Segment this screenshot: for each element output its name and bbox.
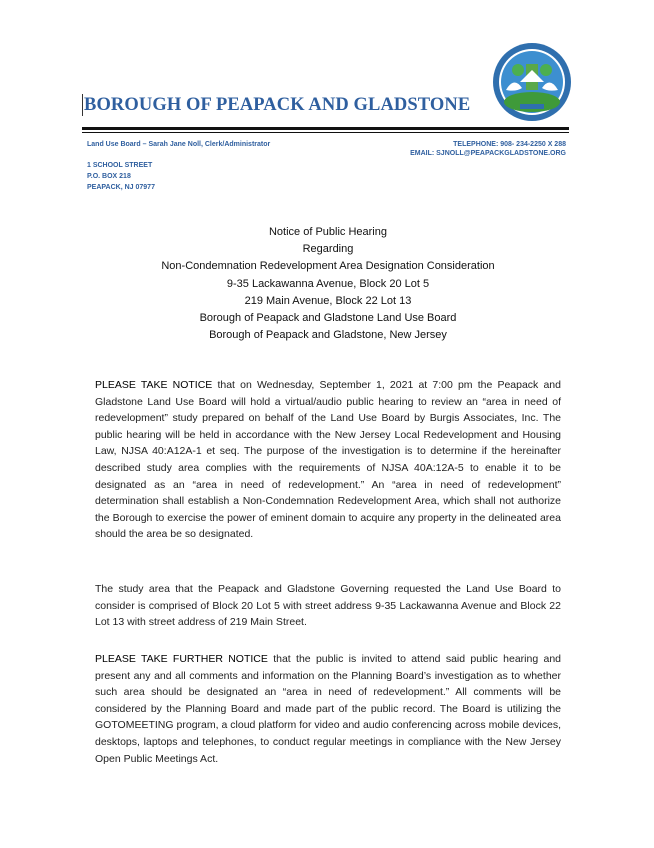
email-link[interactable]: EMAIL: SJNOLL@PEAPACKGLADSTONE.ORG (410, 150, 566, 157)
header-rule-thin (82, 132, 569, 133)
paragraph-study-area (95, 581, 561, 631)
paragraph-lead: PLEASE TAKE NOTICE (95, 379, 213, 391)
heading-line: 9-35 Lackawanna Avenue, Block 20 Lot 5 (226, 277, 430, 290)
borough-seal-icon (492, 42, 572, 122)
land-use-board-contact: Land Use Board – Sarah Jane Noll, Clerk/Administrator (87, 141, 271, 148)
header-rule-thick (82, 127, 569, 130)
contact-info (410, 140, 566, 158)
heading-line: Notice of Public Hearing (268, 226, 387, 238)
borough-title: BOROUGH OF PEAPACK AND GLADSTONE (84, 95, 471, 115)
mailing-address (87, 160, 155, 193)
heading-line: Regarding (302, 243, 354, 256)
notice-heading (95, 224, 561, 344)
paragraph-further-notice (95, 651, 561, 767)
address-street: 1 SCHOOL STREET (87, 162, 153, 169)
address-po-box: P.O. BOX 218 (87, 173, 131, 180)
paragraph-text: that the public is invited to attend said public hearing and present any and all comments and information on the Planning Board’s investigation as to whether such area should be designated an “area in need of redevelopment.” All comments will be considered by the Planning Board and made part of the public record. The Board is utilizing the GOTOMEETING program, a cloud platform for video and audio conferencing across mobile devices, desktops, laptops and telephones, to conduct regular meetings in compliance with the New Jersey Open Public Meetings Act. (95, 653, 561, 765)
heading-line: Borough of Peapack and Gladstone Land Use Board (199, 312, 457, 325)
heading-line: Non-Condemnation Redevelopment Area Designation Consideration (161, 260, 495, 273)
address-city: PEAPACK, NJ 07977 (87, 184, 155, 191)
telephone: TELEPHONE: 908- 234-2250 X 288 (453, 141, 566, 148)
paragraph-notice (95, 377, 561, 543)
paragraph-lead: PLEASE TAKE FURTHER NOTICE (95, 653, 268, 665)
heading-line: 219 Main Avenue, Block 22 Lot 13 (244, 294, 412, 307)
heading-line: Borough of Peapack and Gladstone, New Jersey (209, 329, 447, 342)
paragraph-text: that on Wednesday, September 1, 2021 at 7:00 pm the Peapack and Gladstone Land Use Board will hold a virtual/audio public hearing to review an “area in need of redevelopment” study prepared on behalf of the Land Use Board by Burgis Associates, Inc. The public hearing will be held in accordance with the New Jersey Local Redevelopment and Housing Law, NJSA 40:A12A-1 et seq. The purpose of the investigation is to determine if the hereinafter described study area complies with the requirements of NJSA 40A:12A-5 to enable it to be designated as an “area in need of redevelopment.” An “area in need of redevelopment” determination shall establish a Non-Condemnation Redevelopment Area, which shall not authorize the Borough to exercise the power of eminent domain to acquire any property in the delineated area should the area be so designated. (95, 379, 561, 541)
paragraph-text: The study area that the Peapack and Gladstone Governing requested the Land Use Board to consider is comprised of Block 20 Lot 5 with street address 9-35 Lackawanna Avenue and Block 22 Lot 13 with street address of 219 Main Street. (95, 583, 561, 629)
